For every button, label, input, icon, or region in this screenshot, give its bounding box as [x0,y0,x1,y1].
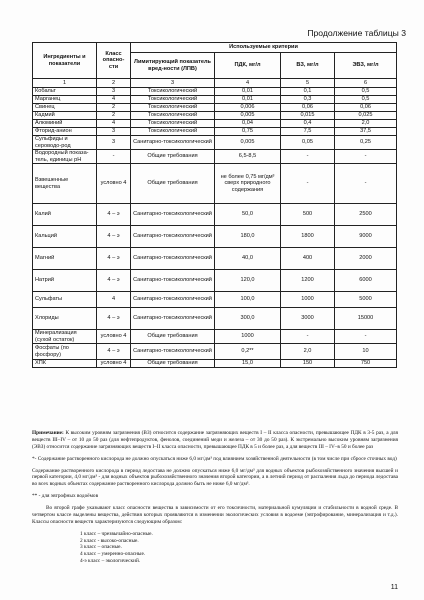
row-pdk: 300,0 [215,308,281,330]
row-evz: 750 [335,360,397,368]
header-ingredients: Ингредиенты и показатели [33,43,97,79]
row-pdk: 0,2** [215,344,281,360]
row-vz: 0,1 [281,88,335,96]
table-row [33,150,397,164]
table-row [33,96,397,104]
row-class: 4 [97,96,131,104]
row-vz: 150 [281,360,335,368]
col-number: 3 [131,79,215,88]
row-class: 2 [97,104,131,112]
row-ingredient: Сульфиды и сероводо-род [33,136,97,150]
row-ingredient: Алюминий [33,120,97,128]
criteria-table [32,42,397,368]
row-ingredient: Фторид-анион [33,128,97,136]
row-class: 4 – э [97,270,131,292]
row-evz: - [335,330,397,344]
column-number-row [33,79,397,88]
table-row [33,330,397,344]
row-class: - [97,150,131,164]
row-limiting: Санитарно-токсикологический [131,226,215,248]
row-vz: - [281,150,335,164]
note-label: Примечание: [32,430,64,436]
row-pdk: 0,005 [215,112,281,120]
row-vz: 2,0 [281,344,335,360]
row-class: 4 – э [97,248,131,270]
row-limiting: Общие требования [131,360,215,368]
table-row [33,204,397,226]
row-pdk: 0,006 [215,104,281,112]
col-number: 2 [97,79,131,88]
class-item: 1 класс – чрезвычайно-опасные. [80,530,153,537]
table-row [33,88,397,96]
table-row [33,226,397,248]
row-limiting: Токсикологический [131,104,215,112]
row-limiting: Общие требования [131,164,215,204]
row-vz: 0,3 [281,96,335,104]
row-limiting: Токсикологический [131,128,215,136]
row-ingredient: Калий [33,204,97,226]
table-row [33,270,397,292]
row-evz: - [335,164,397,204]
row-evz: 2500 [335,204,397,226]
row-evz: 0,5 [335,96,397,104]
row-limiting: Санитарно-токсикологический [131,204,215,226]
col-number: 4 [215,79,281,88]
row-limiting: Санитарно-токсикологический [131,248,215,270]
row-ingredient: Хлориды [33,308,97,330]
row-vz: 7,5 [281,128,335,136]
row-limiting: Токсикологический [131,96,215,104]
row-ingredient: Минерализация (сухой остаток) [33,330,97,344]
oxygen-star-note: *- Содержание растворенного кислорода не должно опускаться ниже 6,0 мг/дм³ под влиянием хозяйственной деятельности (в том числе при сбросе сточных вод) [32,455,397,462]
row-limiting: Токсикологический [131,112,215,120]
row-evz: 6000 [335,270,397,292]
row-pdk: 0,75 [215,128,281,136]
row-vz: 1200 [281,270,335,292]
row-ingredient: Магний [33,248,97,270]
row-pdk: 0,04 [215,120,281,128]
row-class: 3 [97,136,131,150]
row-evz: 2,0 [335,120,397,128]
header-pdk: ПДК, мг/л [215,53,281,79]
row-vz: 0,015 [281,112,335,120]
row-ingredient: Марганец [33,96,97,104]
row-vz: 1000 [281,292,335,308]
row-class: 4 – э [97,308,131,330]
col-number: 5 [281,79,335,88]
row-ingredient: Кобальт [33,88,97,96]
table-row [33,308,397,330]
row-vz: 500 [281,204,335,226]
row-limiting: Общие требования [131,330,215,344]
row-pdk: 0,01 [215,96,281,104]
row-evz: - [335,150,397,164]
row-pdk: 40,0 [215,248,281,270]
row-ingredient: Водородный показа-тель, единицы рН [33,150,97,164]
header-used-criteria: Используемые критерии [131,43,397,53]
row-evz: 0,5 [335,88,397,96]
row-class: 4 – э [97,204,131,226]
class-item: 3 класс – опасные. [80,544,122,551]
row-class: 4 [97,292,131,308]
row-ingredient: Кадмий [33,112,97,120]
row-evz: 0,25 [335,136,397,150]
row-class: 3 [97,88,131,96]
row-class: 3 [97,128,131,136]
row-class: условно 4 [97,164,131,204]
row-limiting: Санитарно-токсикологический [131,136,215,150]
row-class: условно 4 [97,330,131,344]
class-item: 2 класс - высоко-опасные. [80,537,139,544]
class-paragraph: Во второй графе указывают класс опасности вещества в зависимости от его токсичности, материальной кумуляции и стабильности в водной среде. В четвертом классе выделены вещества, действия которых проявляются в изменении экологических условия в водоеме (эвтрофирование, минерализация и т.д.). Классы опасности веществ характеризуются следующим образом: [32,505,398,525]
table-row [33,248,397,270]
row-evz: 15000 [335,308,397,330]
row-vz: 1800 [281,226,335,248]
row-pdk: 100,0 [215,292,281,308]
table-row [33,120,397,128]
row-pdk: 180,0 [215,226,281,248]
header-row [33,43,397,53]
row-evz: 0,025 [335,112,397,120]
row-pdk: 120,0 [215,270,281,292]
row-ingredient: Фосфаты (по фосфору) [33,344,97,360]
row-vz: 0,4 [281,120,335,128]
table-row [33,292,397,308]
row-evz: 10 [335,344,397,360]
row-limiting: Санитарно-токсикологический [131,344,215,360]
row-pdk: 15,0 [215,360,281,368]
row-limiting: Токсикологический [131,88,215,96]
row-ingredient: ХПК [33,360,97,368]
row-evz: 9000 [335,226,397,248]
class-list [32,531,398,565]
table-row [33,128,397,136]
row-evz: 5000 [335,292,397,308]
row-class: 4 [97,120,131,128]
row-pdk: 6,5-8,5 [215,150,281,164]
row-class: 4 – э [97,226,131,248]
note-text: К высоким уровням загрязнения (ВЗ) относится содержание загрязняющих веществ I – II класса опасности, превышающее ПДК в 3-5 раз, а для веществ III–IV – от 10 до 50 раз (для нефтепродуктов, фенолов, соединений меди и железа – от 30 до 50 раз). К экстремально высоким уровням загрязнения (ЭВЗ) относится содержание загрязняющих веществ I–II класса опасности, превышающее ПДК в 5 и более раз, а для веществ III – IV–в 50 и более раз [32,430,398,450]
row-evz: 37,5 [335,128,397,136]
row-limiting: Санитарно-токсикологический [131,308,215,330]
table-row [33,136,397,150]
row-vz: - [281,330,335,344]
header-limiting: Лимитирующий показатель вред-ности (ЛПВ) [131,53,215,79]
notes-section [32,430,398,565]
row-pdk: 50,0 [215,204,281,226]
row-ingredient: Кальций [33,226,97,248]
table-row [33,112,397,120]
row-ingredient: Натрий [33,270,97,292]
row-pdk: 0,01 [215,88,281,96]
table-row [33,104,397,112]
row-limiting: Токсикологический [131,120,215,128]
row-vz: - [281,164,335,204]
row-pdk: 0,005 [215,136,281,150]
row-vz: 3000 [281,308,335,330]
table-row [33,360,397,368]
row-ingredient: Свинец [33,104,97,112]
row-vz: 0,05 [281,136,335,150]
col-number: 6 [335,79,397,88]
eutrophic-note: ** - для эвтрофных водоёмов [32,493,99,500]
row-limiting: Санитарно-токсикологический [131,292,215,308]
note-paragraph [32,430,398,451]
col-number: 1 [33,79,97,88]
class-item: 4-э класс – экологический. [80,558,141,565]
row-pdk: 1000 [215,330,281,344]
row-class: 2 [97,112,131,120]
oxygen-ice-note: Содержание растворенного кислорода в период ледостава не должно опускаться ниже 6,0 мг/дм³ для водных объектов рыбохозяйственного значения высшей и первой категории, 4,0 мг/дм³ - для водных объектов рыбохозяйственного значения второй категории, а в летний период от распаления льда до периода ледостава во всех водных объектах содержание растворенного кислорода должно быть не ниже 6,0 мг/дм³. [32,467,398,488]
row-limiting: Санитарно-токсикологический [131,270,215,292]
row-class: 4 – э [97,344,131,360]
header-vz: ВЗ, мг/л [281,53,335,79]
row-pdk: не более 0,75 мг/дм³ сверх природного содержания [215,164,281,204]
row-class: условно 4 [97,360,131,368]
class-item: 4 класс – умеренно-опасные. [80,551,146,558]
row-evz: 2000 [335,248,397,270]
continuation-label: Продолжение таблицы 3 [307,28,406,38]
row-vz: 0,06 [281,104,335,112]
header-class: Класс опасно-сти [97,43,131,79]
page-number: 11 [390,584,398,591]
header-evz: ЭВЗ, мг/л [335,53,397,79]
row-limiting: Общие требования [131,150,215,164]
table-row [33,344,397,360]
row-vz: 400 [281,248,335,270]
row-ingredient: Взвешенные вещества [33,164,97,204]
row-ingredient: Сульфаты [33,292,97,308]
row-evz: 0,06 [335,104,397,112]
table-row [33,164,397,204]
